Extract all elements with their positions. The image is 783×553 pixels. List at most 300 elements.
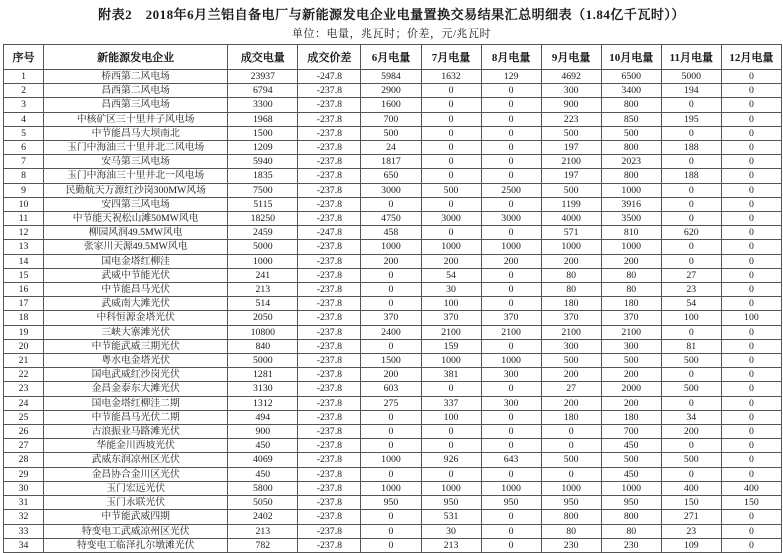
- table-row: [4, 325, 782, 339]
- enterprise-name-cell: 三峡大寨滩光伏: [44, 325, 228, 339]
- value-cell: 650: [361, 169, 421, 183]
- value-cell: 200: [541, 254, 601, 268]
- value-cell: 494: [228, 410, 298, 424]
- value-cell: 1000: [541, 481, 601, 495]
- value-cell: 23937: [228, 70, 298, 84]
- value-cell: 0: [361, 538, 421, 552]
- value-cell: 950: [541, 496, 601, 510]
- value-cell: 950: [361, 496, 421, 510]
- value-cell: 80: [601, 268, 661, 282]
- value-cell: 200: [541, 368, 601, 382]
- value-cell: 0: [661, 368, 721, 382]
- value-cell: 1500: [361, 354, 421, 368]
- enterprise-name-cell: 昌西第三风电场: [44, 98, 228, 112]
- value-cell: 1000: [541, 240, 601, 254]
- value-cell: 197: [541, 169, 601, 183]
- value-cell: 620: [661, 226, 721, 240]
- header-cell: 12月电量: [721, 45, 781, 70]
- value-cell: -237.8: [298, 141, 361, 155]
- enterprise-name-cell: 民勤航天万源红沙岗300MW风场: [44, 183, 228, 197]
- value-cell: 5050: [228, 496, 298, 510]
- enterprise-name-cell: 古浪振业马路滩光伏: [44, 425, 228, 439]
- value-cell: -237.8: [298, 283, 361, 297]
- value-cell: 782: [228, 538, 298, 552]
- value-cell: 900: [228, 425, 298, 439]
- value-cell: 0: [361, 439, 421, 453]
- value-cell: 500: [541, 354, 601, 368]
- value-cell: 950: [481, 496, 541, 510]
- value-cell: 1000: [361, 240, 421, 254]
- value-cell: 0: [361, 410, 421, 424]
- value-cell: 2100: [541, 325, 601, 339]
- row-index-cell: 29: [4, 467, 44, 481]
- value-cell: 381: [421, 368, 481, 382]
- value-cell: 0: [721, 155, 781, 169]
- value-cell: 109: [661, 538, 721, 552]
- value-cell: 0: [481, 524, 541, 538]
- row-index-cell: 28: [4, 453, 44, 467]
- value-cell: 500: [421, 183, 481, 197]
- value-cell: 10800: [228, 325, 298, 339]
- value-cell: 850: [601, 112, 661, 126]
- value-cell: 0: [421, 425, 481, 439]
- table-row: [4, 226, 782, 240]
- table-row: [4, 254, 782, 268]
- row-index-cell: 13: [4, 240, 44, 254]
- row-index-cell: 3: [4, 98, 44, 112]
- value-cell: 950: [601, 496, 661, 510]
- value-cell: 370: [421, 311, 481, 325]
- value-cell: 2459: [228, 226, 298, 240]
- value-cell: 1835: [228, 169, 298, 183]
- value-cell: 500: [541, 183, 601, 197]
- value-cell: 0: [721, 212, 781, 226]
- value-cell: 0: [481, 510, 541, 524]
- value-cell: 0: [721, 354, 781, 368]
- value-cell: 27: [541, 382, 601, 396]
- value-cell: 800: [541, 510, 601, 524]
- value-cell: 300: [481, 368, 541, 382]
- value-cell: 0: [361, 268, 421, 282]
- value-cell: 400: [721, 481, 781, 495]
- value-cell: 0: [481, 439, 541, 453]
- header-cell: 成交电量: [228, 45, 298, 70]
- value-cell: 0: [481, 467, 541, 481]
- value-cell: 200: [481, 254, 541, 268]
- row-index-cell: 6: [4, 141, 44, 155]
- value-cell: 0: [721, 396, 781, 410]
- row-index-cell: 27: [4, 439, 44, 453]
- value-cell: 0: [421, 98, 481, 112]
- row-index-cell: 22: [4, 368, 44, 382]
- row-index-cell: 34: [4, 538, 44, 552]
- value-cell: 0: [481, 169, 541, 183]
- row-index-cell: 16: [4, 283, 44, 297]
- value-cell: 0: [661, 183, 721, 197]
- table-row: [4, 311, 782, 325]
- value-cell: 800: [601, 510, 661, 524]
- value-cell: 0: [661, 98, 721, 112]
- value-cell: 0: [481, 268, 541, 282]
- value-cell: 24: [361, 141, 421, 155]
- value-cell: -237.8: [298, 354, 361, 368]
- row-index-cell: 2: [4, 84, 44, 98]
- value-cell: 3000: [421, 212, 481, 226]
- value-cell: 4000: [541, 212, 601, 226]
- row-index-cell: 21: [4, 354, 44, 368]
- value-cell: 5115: [228, 197, 298, 211]
- table-row: [4, 425, 782, 439]
- value-cell: 0: [661, 254, 721, 268]
- value-cell: -237.8: [298, 382, 361, 396]
- enterprise-name-cell: 武威东润凉州区光伏: [44, 453, 228, 467]
- value-cell: 0: [721, 524, 781, 538]
- value-cell: 1000: [361, 453, 421, 467]
- value-cell: 0: [421, 169, 481, 183]
- value-cell: 1000: [481, 240, 541, 254]
- value-cell: -237.8: [298, 112, 361, 126]
- summary-table: [3, 44, 782, 553]
- value-cell: -237.8: [298, 439, 361, 453]
- header-row: [4, 45, 782, 70]
- value-cell: 0: [481, 339, 541, 353]
- value-cell: 180: [601, 297, 661, 311]
- value-cell: 0: [721, 112, 781, 126]
- table-row: [4, 354, 782, 368]
- enterprise-name-cell: 中节能昌马光伏: [44, 283, 228, 297]
- value-cell: 200: [601, 396, 661, 410]
- value-cell: 223: [541, 112, 601, 126]
- value-cell: -237.8: [298, 212, 361, 226]
- value-cell: 80: [541, 268, 601, 282]
- table-row: [4, 126, 782, 140]
- value-cell: 450: [601, 467, 661, 481]
- value-cell: 0: [361, 283, 421, 297]
- value-cell: 1281: [228, 368, 298, 382]
- enterprise-name-cell: 中节能武威三期光伏: [44, 339, 228, 353]
- value-cell: 800: [601, 141, 661, 155]
- value-cell: 23: [661, 283, 721, 297]
- row-index-cell: 30: [4, 481, 44, 495]
- value-cell: 0: [421, 382, 481, 396]
- value-cell: 0: [661, 240, 721, 254]
- value-cell: 840: [228, 339, 298, 353]
- value-cell: 300: [601, 339, 661, 353]
- row-index-cell: 33: [4, 524, 44, 538]
- value-cell: 5000: [661, 70, 721, 84]
- enterprise-name-cell: 国电金塔红柳洼二期: [44, 396, 228, 410]
- row-index-cell: 31: [4, 496, 44, 510]
- value-cell: 0: [481, 382, 541, 396]
- value-cell: 4750: [361, 212, 421, 226]
- value-cell: -237.8: [298, 538, 361, 552]
- row-index-cell: 18: [4, 311, 44, 325]
- value-cell: -247.8: [298, 70, 361, 84]
- value-cell: 27: [661, 268, 721, 282]
- value-cell: 1000: [421, 354, 481, 368]
- value-cell: 900: [541, 98, 601, 112]
- value-cell: 370: [481, 311, 541, 325]
- value-cell: -237.8: [298, 268, 361, 282]
- value-cell: 2100: [481, 325, 541, 339]
- value-cell: 370: [361, 311, 421, 325]
- table-row: [4, 141, 782, 155]
- value-cell: 100: [661, 311, 721, 325]
- table-row: [4, 368, 782, 382]
- value-cell: 0: [481, 112, 541, 126]
- value-cell: 300: [481, 396, 541, 410]
- value-cell: 0: [661, 439, 721, 453]
- value-cell: 200: [361, 254, 421, 268]
- value-cell: -237.8: [298, 254, 361, 268]
- value-cell: 1000: [228, 254, 298, 268]
- row-index-cell: 5: [4, 126, 44, 140]
- value-cell: 0: [541, 467, 601, 481]
- value-cell: 0: [421, 84, 481, 98]
- value-cell: 0: [721, 126, 781, 140]
- table-row: [4, 382, 782, 396]
- value-cell: 500: [661, 453, 721, 467]
- table-row: [4, 339, 782, 353]
- value-cell: 2100: [421, 325, 481, 339]
- row-index-cell: 15: [4, 268, 44, 282]
- value-cell: 200: [661, 425, 721, 439]
- row-index-cell: 25: [4, 410, 44, 424]
- value-cell: 188: [661, 169, 721, 183]
- table-row: [4, 197, 782, 211]
- value-cell: 7500: [228, 183, 298, 197]
- value-cell: 0: [721, 297, 781, 311]
- value-cell: 0: [721, 98, 781, 112]
- value-cell: 0: [481, 283, 541, 297]
- value-cell: 500: [601, 453, 661, 467]
- value-cell: 1600: [361, 98, 421, 112]
- row-index-cell: 19: [4, 325, 44, 339]
- value-cell: 450: [601, 439, 661, 453]
- value-cell: 5800: [228, 481, 298, 495]
- table-row: [4, 155, 782, 169]
- table-row: [4, 439, 782, 453]
- table-row: [4, 183, 782, 197]
- value-cell: 0: [481, 98, 541, 112]
- value-cell: 531: [421, 510, 481, 524]
- value-cell: 180: [541, 297, 601, 311]
- row-index-cell: 14: [4, 254, 44, 268]
- value-cell: 0: [541, 425, 601, 439]
- value-cell: 500: [661, 354, 721, 368]
- value-cell: 0: [721, 183, 781, 197]
- header-cell: 7月电量: [421, 45, 481, 70]
- value-cell: 2500: [481, 183, 541, 197]
- table-row: [4, 84, 782, 98]
- value-cell: 1000: [421, 240, 481, 254]
- table-row: [4, 212, 782, 226]
- value-cell: 1000: [601, 240, 661, 254]
- value-cell: -237.8: [298, 197, 361, 211]
- header-cell: 8月电量: [481, 45, 541, 70]
- value-cell: 0: [721, 226, 781, 240]
- table-row: [4, 70, 782, 84]
- value-cell: 2400: [361, 325, 421, 339]
- value-cell: 230: [541, 538, 601, 552]
- value-cell: 1199: [541, 197, 601, 211]
- value-cell: 0: [721, 439, 781, 453]
- value-cell: -237.8: [298, 453, 361, 467]
- value-cell: 500: [601, 126, 661, 140]
- row-index-cell: 4: [4, 112, 44, 126]
- table-row: [4, 453, 782, 467]
- enterprise-name-cell: 武威南大滩光伏: [44, 297, 228, 311]
- table-row: [4, 240, 782, 254]
- value-cell: 80: [601, 283, 661, 297]
- value-cell: 1000: [481, 354, 541, 368]
- enterprise-name-cell: 安四第三风电场: [44, 197, 228, 211]
- document-title: 附表2 2018年6月兰铝自备电厂与新能源发电企业电量置换交易结果汇总明细表（1.84亿千瓦时））: [98, 7, 685, 22]
- enterprise-name-cell: 桥西第二风电场: [44, 70, 228, 84]
- value-cell: 1817: [361, 155, 421, 169]
- value-cell: 3000: [361, 183, 421, 197]
- value-cell: 0: [481, 197, 541, 211]
- value-cell: 800: [601, 169, 661, 183]
- value-cell: 23: [661, 524, 721, 538]
- value-cell: 5000: [228, 354, 298, 368]
- value-cell: 3916: [601, 197, 661, 211]
- value-cell: 0: [721, 453, 781, 467]
- value-cell: 18250: [228, 212, 298, 226]
- header-cell: 9月电量: [541, 45, 601, 70]
- value-cell: 0: [541, 439, 601, 453]
- value-cell: 0: [661, 467, 721, 481]
- value-cell: 0: [721, 538, 781, 552]
- value-cell: -237.8: [298, 410, 361, 424]
- table-row: [4, 510, 782, 524]
- value-cell: -237.8: [298, 311, 361, 325]
- value-cell: -237.8: [298, 84, 361, 98]
- value-cell: 2402: [228, 510, 298, 524]
- header-cell: 新能源发电企业: [44, 45, 228, 70]
- value-cell: 500: [541, 126, 601, 140]
- value-cell: 0: [421, 126, 481, 140]
- value-cell: 0: [481, 84, 541, 98]
- row-index-cell: 10: [4, 197, 44, 211]
- value-cell: 230: [601, 538, 661, 552]
- header-cell: 11月电量: [661, 45, 721, 70]
- value-cell: 80: [601, 524, 661, 538]
- value-cell: 0: [721, 141, 781, 155]
- table-row: [4, 467, 782, 481]
- value-cell: 0: [721, 467, 781, 481]
- value-cell: 200: [601, 368, 661, 382]
- table-row: [4, 169, 782, 183]
- value-cell: 0: [481, 141, 541, 155]
- value-cell: 30: [421, 283, 481, 297]
- header-cell: 6月电量: [361, 45, 421, 70]
- value-cell: 0: [721, 283, 781, 297]
- value-cell: 300: [541, 339, 601, 353]
- value-cell: 150: [721, 496, 781, 510]
- enterprise-name-cell: 国电金塔红柳洼: [44, 254, 228, 268]
- value-cell: 810: [601, 226, 661, 240]
- value-cell: 0: [481, 538, 541, 552]
- value-cell: 197: [541, 141, 601, 155]
- value-cell: -237.8: [298, 425, 361, 439]
- value-cell: 4069: [228, 453, 298, 467]
- value-cell: 271: [661, 510, 721, 524]
- value-cell: 1000: [421, 481, 481, 495]
- table-row: [4, 481, 782, 495]
- value-cell: 0: [721, 325, 781, 339]
- row-index-cell: 23: [4, 382, 44, 396]
- enterprise-name-cell: 金昌协合金川区光伏: [44, 467, 228, 481]
- value-cell: 0: [721, 84, 781, 98]
- value-cell: 800: [601, 98, 661, 112]
- value-cell: 5940: [228, 155, 298, 169]
- enterprise-name-cell: 中科恒源金塔光伏: [44, 311, 228, 325]
- value-cell: 1968: [228, 112, 298, 126]
- value-cell: 2100: [541, 155, 601, 169]
- row-index-cell: 9: [4, 183, 44, 197]
- value-cell: 300: [541, 84, 601, 98]
- value-cell: 54: [661, 297, 721, 311]
- value-cell: 81: [661, 339, 721, 353]
- value-cell: 0: [481, 155, 541, 169]
- value-cell: 5984: [361, 70, 421, 84]
- value-cell: 54: [421, 268, 481, 282]
- value-cell: 0: [721, 410, 781, 424]
- value-cell: 337: [421, 396, 481, 410]
- value-cell: 458: [361, 226, 421, 240]
- value-cell: -237.8: [298, 510, 361, 524]
- value-cell: -247.8: [298, 226, 361, 240]
- enterprise-name-cell: 华能金川西坡光伏: [44, 439, 228, 453]
- value-cell: 370: [601, 311, 661, 325]
- value-cell: 200: [541, 396, 601, 410]
- value-cell: 80: [541, 524, 601, 538]
- value-cell: 0: [721, 425, 781, 439]
- value-cell: 100: [421, 297, 481, 311]
- enterprise-name-cell: 张家川天源49.5MW风电: [44, 240, 228, 254]
- value-cell: 2100: [601, 325, 661, 339]
- value-cell: 0: [481, 126, 541, 140]
- enterprise-name-cell: 玉门永联光伏: [44, 496, 228, 510]
- row-index-cell: 20: [4, 339, 44, 353]
- value-cell: -237.8: [298, 467, 361, 481]
- value-cell: 700: [601, 425, 661, 439]
- value-cell: 1312: [228, 396, 298, 410]
- value-cell: 200: [601, 254, 661, 268]
- value-cell: 0: [721, 254, 781, 268]
- row-index-cell: 8: [4, 169, 44, 183]
- value-cell: -237.8: [298, 240, 361, 254]
- value-cell: 213: [228, 524, 298, 538]
- table-body: [4, 70, 782, 553]
- enterprise-name-cell: 柳园风润49.5MW风电: [44, 226, 228, 240]
- unit-note: 单位：电量，兆瓦时；价差，元/兆瓦时: [291, 28, 492, 40]
- enterprise-name-cell: 中核矿区三十里井子风电场: [44, 112, 228, 126]
- enterprise-name-cell: 玉门中海油三十里井北二风电场: [44, 141, 228, 155]
- value-cell: 0: [661, 197, 721, 211]
- value-cell: 195: [661, 112, 721, 126]
- value-cell: 0: [361, 297, 421, 311]
- table-row: [4, 283, 782, 297]
- value-cell: 0: [721, 268, 781, 282]
- table-row: [4, 496, 782, 510]
- value-cell: 100: [721, 311, 781, 325]
- value-cell: 0: [361, 425, 421, 439]
- value-cell: 0: [361, 467, 421, 481]
- value-cell: -237.8: [298, 98, 361, 112]
- header-cell: 成交价差: [298, 45, 361, 70]
